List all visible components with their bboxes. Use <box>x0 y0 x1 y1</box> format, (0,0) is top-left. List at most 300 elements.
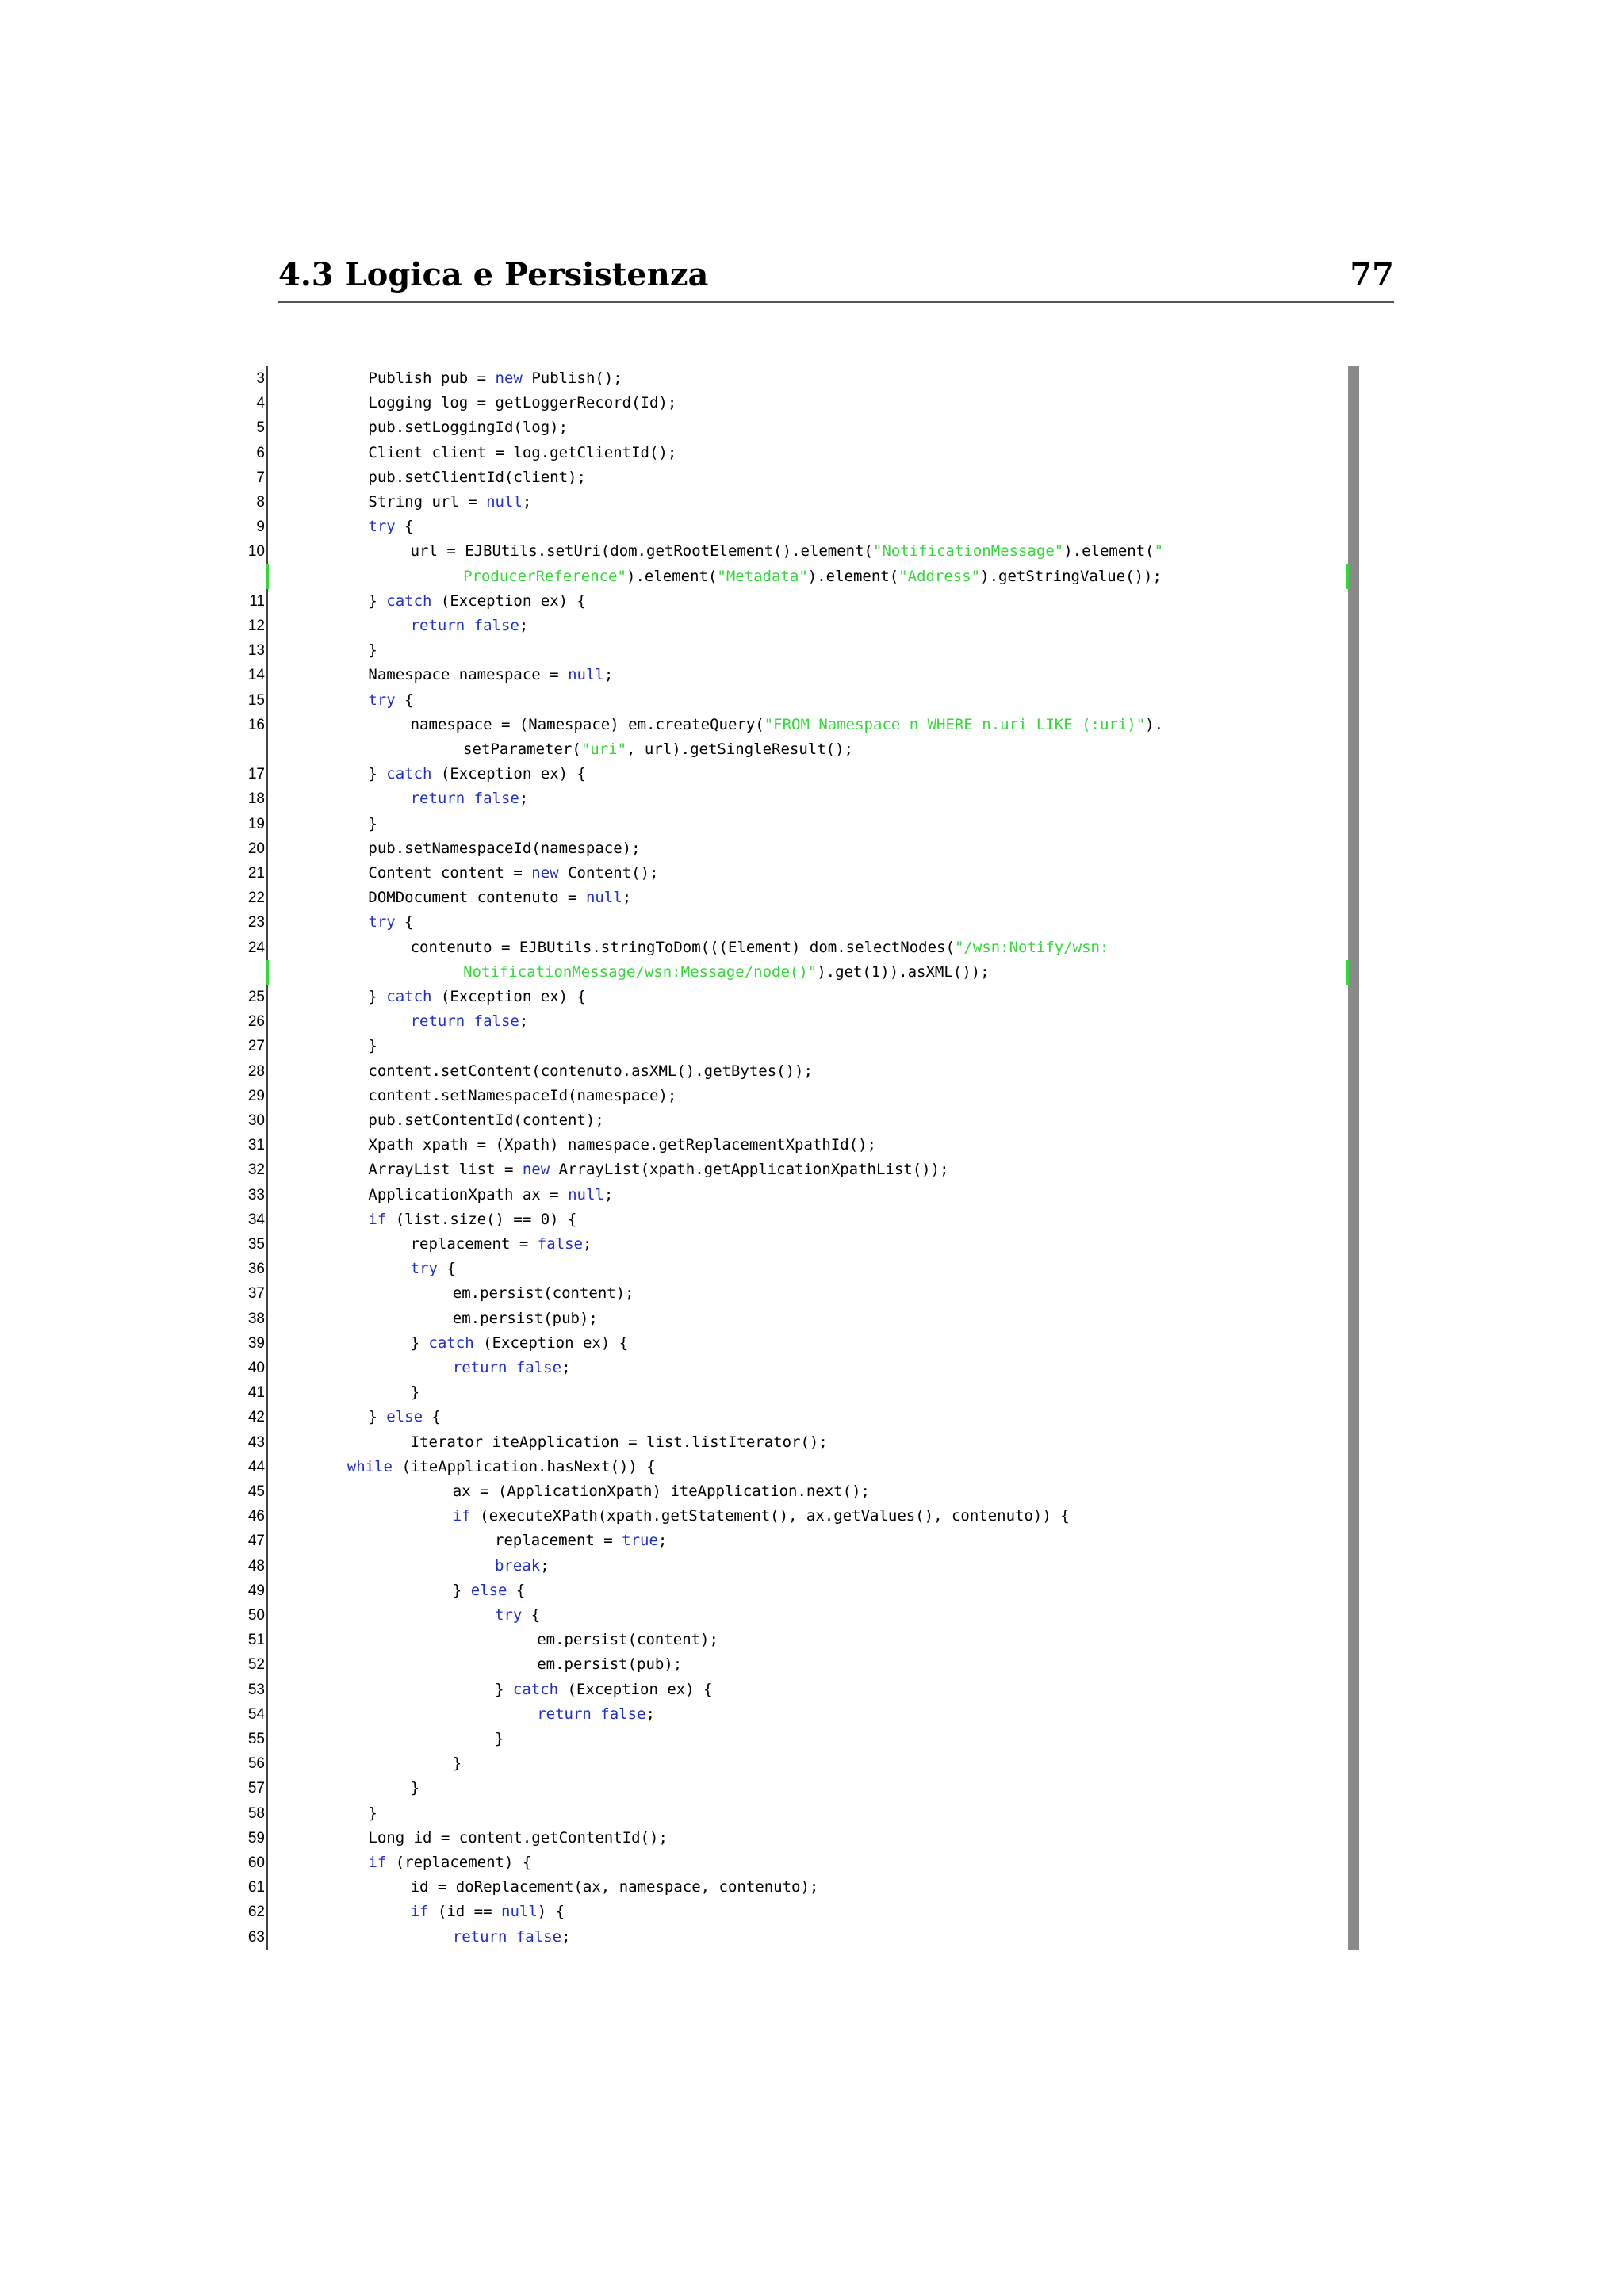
code-keyword: true <box>622 1532 658 1549</box>
code-token: { <box>423 1408 441 1425</box>
code-line <box>238 614 1348 638</box>
code-token: } <box>452 1755 462 1772</box>
code-line <box>238 1529 1348 1553</box>
code-text <box>453 1751 462 1776</box>
code-text <box>411 1430 828 1455</box>
code-text <box>368 1207 576 1232</box>
code-text <box>411 936 1109 960</box>
code-keyword: catch <box>512 1681 559 1698</box>
code-keyword: return false <box>410 617 519 634</box>
code-token: (Exception ex) { <box>431 592 586 610</box>
line-number: 26 <box>247 1013 265 1030</box>
page-header <box>278 252 1394 303</box>
code-keyword: return false <box>537 1705 646 1723</box>
code-token: em.persist(content); <box>452 1284 634 1302</box>
code-token: } <box>452 1582 471 1599</box>
code-line <box>238 638 1348 663</box>
code-line <box>238 1727 1348 1751</box>
code-token: DOMDocument contenuto = <box>368 889 586 906</box>
code-token: } <box>368 592 387 610</box>
code-token: em.persist(pub); <box>537 1655 683 1673</box>
code-line <box>238 1751 1348 1776</box>
code-text <box>368 688 413 713</box>
code-text <box>411 1257 456 1281</box>
line-number: 15 <box>247 692 265 709</box>
code-token: ).element( <box>1063 542 1155 560</box>
code-keyword: if <box>452 1507 471 1525</box>
code-keyword: catch <box>386 592 432 610</box>
code-keyword: catch <box>386 765 432 783</box>
code-line <box>238 1850 1348 1875</box>
code-keyword: try <box>410 1260 438 1277</box>
code-text <box>368 1158 948 1182</box>
code-keyword: new <box>531 864 559 882</box>
code-keyword: return false <box>410 1012 519 1030</box>
line-number: 10 <box>247 543 265 560</box>
line-number: 37 <box>247 1285 265 1302</box>
code-text <box>368 1826 668 1850</box>
code-token: (Exception ex) { <box>431 765 586 783</box>
line-number: 8 <box>256 494 265 511</box>
code-line <box>238 1133 1348 1158</box>
code-text <box>347 1455 656 1479</box>
code-token: (list.size() == 0) { <box>386 1211 577 1228</box>
line-number: 36 <box>247 1261 265 1277</box>
line-number: 12 <box>247 618 265 634</box>
code-text <box>368 366 622 391</box>
code-string: " <box>1154 542 1164 560</box>
code-token: id = doReplacement(ax, namespace, contenuto); <box>410 1878 819 1896</box>
code-line <box>238 861 1348 886</box>
code-text <box>368 663 613 687</box>
code-keyword: if <box>410 1903 429 1920</box>
code-keyword: new <box>522 1161 550 1178</box>
code-text <box>368 1059 813 1084</box>
line-number: 54 <box>247 1706 265 1723</box>
code-keyword: false <box>537 1235 583 1253</box>
line-number: 17 <box>247 766 265 783</box>
code-token: ). <box>1145 716 1164 733</box>
code-token: contenuto = EJBUtils.stringToDom(((Element) dom.selectNodes( <box>410 939 955 956</box>
code-token: ; <box>582 1235 592 1253</box>
line-number: 32 <box>247 1161 265 1178</box>
line-number: 4 <box>256 395 265 411</box>
code-token: em.persist(content); <box>537 1631 718 1648</box>
code-line <box>238 366 1348 391</box>
code-text <box>368 762 586 786</box>
code-text <box>411 1875 819 1900</box>
code-token: pub.setNamespaceId(namespace); <box>368 840 641 857</box>
code-text <box>411 786 529 811</box>
section-title: 4.3 Logica e Persistenza <box>278 256 709 293</box>
code-line <box>238 1678 1348 1702</box>
line-number: 52 <box>247 1656 265 1673</box>
code-line <box>238 985 1348 1009</box>
code-keyword: else <box>470 1582 508 1599</box>
code-line <box>238 812 1348 836</box>
code-token: Client client = log.getClientId(); <box>368 444 677 461</box>
code-keyword: try <box>368 691 396 709</box>
line-number: 27 <box>247 1038 265 1054</box>
code-token: (Exception ex) { <box>473 1334 629 1352</box>
code-token: } <box>368 815 377 832</box>
line-number: 49 <box>247 1582 265 1599</box>
line-number: 23 <box>247 914 265 931</box>
code-line <box>238 1578 1348 1603</box>
code-listing <box>238 366 1360 1952</box>
code-text <box>495 1529 667 1553</box>
code-line <box>238 886 1348 910</box>
code-token: ArrayList list = <box>368 1161 523 1178</box>
code-string: "Metadata" <box>717 568 808 585</box>
code-text <box>453 1307 598 1331</box>
code-text <box>411 1331 629 1356</box>
code-token: } <box>410 1779 420 1797</box>
code-token: ; <box>657 1532 668 1549</box>
line-number: 56 <box>247 1755 265 1772</box>
code-line <box>238 688 1348 713</box>
code-token: Long id = content.getContentId(); <box>368 1829 668 1846</box>
page-number: 77 <box>1350 256 1394 293</box>
code-text <box>453 1925 571 1950</box>
code-string: "Address" <box>898 568 981 585</box>
code-text <box>411 614 529 638</box>
code-token: ; <box>622 889 632 906</box>
code-text <box>411 1776 419 1800</box>
code-text <box>368 1034 377 1058</box>
code-token: url = EJBUtils.setUri(dom.getRootElement().element( <box>410 542 873 560</box>
code-keyword: else <box>386 1408 423 1425</box>
code-line <box>238 1900 1348 1924</box>
code-line <box>238 713 1348 737</box>
code-token: { <box>522 1606 541 1624</box>
line-number: 43 <box>247 1434 265 1451</box>
line-number: 60 <box>247 1854 265 1871</box>
code-line <box>238 1232 1348 1257</box>
code-token: ; <box>519 617 529 634</box>
code-token: ; <box>540 1557 550 1575</box>
line-number: 3 <box>256 370 265 387</box>
code-text <box>537 1628 718 1652</box>
listing-frame-bar <box>1348 366 1359 1950</box>
code-text <box>411 713 1163 737</box>
code-token: ax = (ApplicationXpath) iteApplication.next(); <box>452 1483 870 1500</box>
code-token: ; <box>522 493 532 511</box>
code-token: ; <box>645 1705 655 1723</box>
code-line <box>238 1307 1348 1331</box>
line-number: 35 <box>247 1236 265 1253</box>
code-token: } <box>368 1408 387 1425</box>
code-token: , url).getSingleResult(); <box>626 740 853 758</box>
code-text <box>368 861 658 886</box>
code-line <box>238 1628 1348 1652</box>
code-text <box>368 415 568 440</box>
line-number: 19 <box>247 816 265 832</box>
code-text <box>368 886 631 910</box>
line-number: 29 <box>247 1088 265 1104</box>
code-text <box>368 1183 613 1207</box>
code-line <box>238 1702 1348 1727</box>
code-line <box>238 737 1348 762</box>
code-line <box>238 1776 1348 1800</box>
code-keyword: new <box>495 369 523 387</box>
code-token: Content(); <box>558 864 659 882</box>
code-keyword: null <box>486 493 523 511</box>
code-line <box>238 1925 1348 1950</box>
line-number: 6 <box>256 445 265 461</box>
code-string: NotificationMessage/wsn:Message/node()" <box>463 963 818 981</box>
code-text <box>368 1133 876 1158</box>
code-line <box>238 1479 1348 1504</box>
code-text <box>368 836 640 861</box>
code-line <box>238 1207 1348 1232</box>
code-token: (Exception ex) { <box>431 988 586 1005</box>
code-text <box>368 1084 676 1108</box>
code-line <box>238 539 1348 564</box>
code-text <box>368 515 413 539</box>
wrap-marker-left <box>266 564 269 589</box>
line-number: 58 <box>247 1805 265 1822</box>
line-number: 28 <box>247 1063 265 1080</box>
code-text <box>411 1380 419 1405</box>
code-token: ) { <box>537 1903 565 1920</box>
code-keyword: catch <box>386 988 432 1005</box>
code-text <box>453 1356 571 1380</box>
code-text <box>368 812 377 836</box>
code-line <box>238 786 1348 811</box>
code-line <box>238 1801 1348 1826</box>
code-text <box>453 1578 526 1603</box>
code-keyword: null <box>568 1186 604 1203</box>
code-keyword: break <box>495 1557 541 1575</box>
code-token: ).getStringValue()); <box>980 568 1162 585</box>
code-token: ; <box>603 666 614 683</box>
wrap-marker-right <box>1346 564 1349 589</box>
code-keyword: try <box>368 913 396 931</box>
code-token: } <box>495 1681 513 1698</box>
code-token: pub.setContentId(content); <box>368 1112 604 1129</box>
code-token: } <box>368 765 387 783</box>
code-text <box>537 1702 655 1727</box>
code-token: String url = <box>368 493 487 511</box>
code-text <box>537 1652 682 1677</box>
code-token: (id == <box>428 1903 501 1920</box>
code-token: ).element( <box>626 568 718 585</box>
code-text <box>368 441 676 465</box>
code-text <box>463 960 989 985</box>
code-token: } <box>368 988 387 1005</box>
code-text <box>368 985 586 1009</box>
code-line <box>238 441 1348 465</box>
code-token: Publish(); <box>522 369 622 387</box>
code-token: ).get(1)).asXML()); <box>817 963 990 981</box>
line-number: 50 <box>247 1607 265 1624</box>
code-token: replacement = <box>495 1532 622 1549</box>
code-token: { <box>395 913 414 931</box>
code-text <box>495 1554 550 1578</box>
code-token: ).element( <box>807 568 899 585</box>
code-line <box>238 1158 1348 1182</box>
line-number: 13 <box>247 642 265 659</box>
code-line <box>238 465 1348 490</box>
line-number: 40 <box>247 1360 265 1376</box>
line-number: 34 <box>247 1211 265 1228</box>
code-line <box>238 1380 1348 1405</box>
line-number: 59 <box>247 1830 265 1846</box>
code-text <box>495 1603 540 1628</box>
code-string: "FROM Namespace n WHERE n.uri LIKE (:uri)" <box>764 716 1146 733</box>
code-token: Xpath xpath = (Xpath) namespace.getReplacementXpathId(); <box>368 1136 876 1154</box>
line-number: 63 <box>247 1929 265 1946</box>
code-token: Namespace namespace = <box>368 666 569 683</box>
code-text <box>368 465 586 490</box>
line-number: 39 <box>247 1335 265 1352</box>
code-text <box>368 1405 441 1429</box>
code-line <box>238 1257 1348 1281</box>
code-text <box>495 1727 504 1751</box>
code-token: (executeXPath(xpath.getStatement(), ax.getValues(), contenuto)) { <box>470 1507 1070 1525</box>
code-keyword: if <box>368 1211 387 1228</box>
code-token: setParameter( <box>463 740 581 758</box>
code-line <box>238 1281 1348 1306</box>
code-line <box>238 1826 1348 1850</box>
code-keyword: return false <box>452 1928 562 1946</box>
code-text <box>411 1232 592 1257</box>
code-token: (replacement) { <box>386 1854 532 1871</box>
line-number: 30 <box>247 1112 265 1129</box>
code-token: ; <box>519 790 529 807</box>
line-number: 57 <box>247 1780 265 1797</box>
line-number: 42 <box>247 1409 265 1425</box>
code-token: Publish pub = <box>368 369 496 387</box>
code-text <box>453 1479 870 1504</box>
code-line <box>238 1405 1348 1429</box>
code-text <box>411 1900 565 1924</box>
code-token: { <box>507 1582 526 1599</box>
code-text <box>463 737 853 762</box>
code-token: ApplicationXpath ax = <box>368 1186 569 1203</box>
code-line <box>238 391 1348 415</box>
code-line <box>238 960 1348 985</box>
code-line <box>238 515 1348 539</box>
code-token: (Exception ex) { <box>558 1681 713 1698</box>
code-keyword: catch <box>428 1334 474 1352</box>
code-line <box>238 836 1348 861</box>
code-token: } <box>495 1730 504 1747</box>
code-token: { <box>437 1260 456 1277</box>
code-text <box>411 539 1163 564</box>
code-line <box>238 910 1348 935</box>
code-token: ; <box>561 1359 571 1376</box>
line-number: 44 <box>247 1459 265 1475</box>
code-line <box>238 1059 1348 1084</box>
code-token: replacement = <box>410 1235 538 1253</box>
code-text <box>368 1850 531 1875</box>
code-keyword: return false <box>452 1359 562 1376</box>
code-keyword: null <box>585 889 622 906</box>
line-number: 41 <box>247 1384 265 1401</box>
code-keyword: try <box>368 518 396 535</box>
code-line <box>238 1108 1348 1133</box>
code-line <box>238 589 1348 614</box>
code-token: } <box>368 1804 377 1822</box>
code-line <box>238 663 1348 687</box>
code-keyword: if <box>368 1854 387 1871</box>
code-string: "/wsn:Notify/wsn: <box>954 939 1109 956</box>
code-line <box>238 936 1348 960</box>
line-number: 33 <box>247 1187 265 1203</box>
code-text <box>453 1281 634 1306</box>
line-number: 51 <box>247 1632 265 1648</box>
code-token: Content content = <box>368 864 532 882</box>
code-token: pub.setClientId(client); <box>368 469 586 486</box>
code-line <box>238 1652 1348 1677</box>
line-number: 25 <box>247 989 265 1005</box>
code-keyword: null <box>501 1903 538 1920</box>
code-token: Iterator iteApplication = list.listIterator(); <box>410 1433 828 1451</box>
code-token: ArrayList(xpath.getApplicationXpathList()); <box>550 1161 949 1178</box>
code-token: ; <box>519 1012 529 1030</box>
code-token: em.persist(pub); <box>452 1310 598 1327</box>
line-number: 24 <box>247 939 265 956</box>
code-text <box>368 1801 377 1826</box>
code-line <box>238 1430 1348 1455</box>
code-token: } <box>368 1037 377 1054</box>
code-line <box>238 1009 1348 1034</box>
code-token: pub.setLoggingId(log); <box>368 419 569 436</box>
code-string: ProducerReference" <box>463 568 626 585</box>
line-number: 38 <box>247 1311 265 1327</box>
code-token: content.setContent(contenuto.asXML().getBytes()); <box>368 1062 813 1080</box>
line-number: 62 <box>247 1904 265 1920</box>
line-number: 7 <box>256 469 265 486</box>
line-number: 14 <box>247 667 265 683</box>
code-keyword: while <box>347 1458 393 1475</box>
code-token: namespace = (Namespace) em.createQuery( <box>410 716 764 733</box>
code-line <box>238 1455 1348 1479</box>
code-text <box>368 391 676 415</box>
line-number: 22 <box>247 890 265 906</box>
code-token: content.setNamespaceId(namespace); <box>368 1087 677 1104</box>
code-text <box>368 589 586 614</box>
code-text <box>411 1009 529 1034</box>
line-number: 11 <box>249 593 265 610</box>
code-token: (iteApplication.hasNext()) { <box>393 1458 656 1475</box>
line-number: 9 <box>256 519 265 535</box>
code-line <box>238 1034 1348 1058</box>
code-token: } <box>410 1334 429 1352</box>
code-text <box>368 638 377 663</box>
code-line <box>238 1331 1348 1356</box>
code-line <box>238 490 1348 515</box>
line-number: 31 <box>247 1137 265 1154</box>
code-string: "NotificationMessage" <box>872 542 1064 560</box>
line-number: 61 <box>247 1879 265 1896</box>
wrap-marker-right <box>1346 960 1349 985</box>
code-line <box>238 415 1348 440</box>
code-text <box>463 564 1162 589</box>
code-text <box>495 1678 713 1702</box>
code-string: "uri" <box>580 740 627 758</box>
code-line <box>238 762 1348 786</box>
line-number: 5 <box>256 419 265 436</box>
code-keyword: null <box>568 666 604 683</box>
code-line <box>238 564 1348 589</box>
line-number: 21 <box>247 865 265 882</box>
line-number: 18 <box>247 790 265 807</box>
code-text <box>453 1504 1070 1529</box>
line-number: 16 <box>247 717 265 733</box>
